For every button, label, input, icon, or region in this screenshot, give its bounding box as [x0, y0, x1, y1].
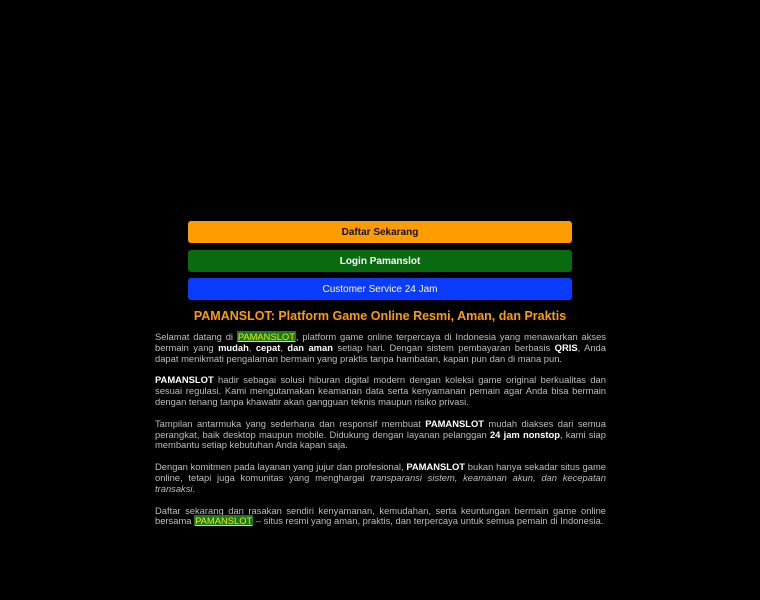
paragraph-3	[155, 419, 606, 451]
bold-text: cepat	[255, 341, 281, 353]
daftar-sekarang-button[interactable]: Daftar Sekarang	[188, 221, 572, 243]
text: Daftar sekarang dan rasakan sendiri kenyamanan, kemudahan, serta keuntungan bermain game online bersama	[155, 504, 606, 527]
bold-text: PAMANSLOT	[155, 374, 214, 386]
text: ,	[280, 341, 288, 353]
article-body	[155, 332, 606, 538]
page-title: PAMANSLOT: Platform Game Online Resmi, Aman, dan Praktis	[193, 309, 567, 323]
text: .	[192, 482, 196, 494]
text: , platform game online terpercaya di Indonesia yang menawarkan akses bermain yang	[155, 331, 606, 353]
paragraph-5	[155, 506, 606, 528]
bold-text: QRIS	[554, 341, 578, 353]
text: Dengan komitmen pada layanan yang jujur dan profesional,	[155, 461, 407, 473]
paragraph-2	[155, 375, 606, 407]
text: setiap hari. Dengan sistem pembayaran berbasis	[332, 341, 555, 353]
pamanslot-link[interactable]: PAMANSLOT	[237, 331, 295, 342]
text: ,	[248, 341, 256, 353]
bold-text: mudah	[218, 341, 249, 353]
paragraph-1	[155, 332, 606, 364]
customer-service-button[interactable]: Customer Service 24 Jam	[188, 278, 572, 300]
italic-text: transparansi sistem, keamanan akun, dan kecepatan transaksi	[155, 471, 606, 494]
bold-text: dan aman	[287, 341, 333, 353]
text: – situs resmi yang aman, praktis, dan terpercaya untuk semua pemain di Indonesia.	[253, 515, 604, 527]
bold-text: 24 jam nonstop	[489, 428, 560, 440]
text: Tampilan antarmuka yang sederhana dan responsif membuat	[155, 417, 426, 429]
bold-text: PAMANSLOT	[425, 417, 484, 429]
text: bukan hanya sekadar situs game online, tetapi juga komunitas yang menghargai	[155, 461, 606, 483]
text: , kami siap membantu setiap kebutuhan Anda kapan saja.	[155, 428, 606, 451]
login-button[interactable]: Login Pamanslot	[188, 250, 572, 272]
text: hadir sebagai solusi hiburan digital modern dengan koleksi game original berkualitas dan sesuai regulasi. Kami mengutamakan keamanan data serta kenyamanan pemain agar Anda bisa bermain dengan tenang tanpa khawatir akan gangguan teknis maupun risiko privasi.	[155, 374, 606, 407]
paragraph-4	[155, 462, 606, 494]
text: mudah diakses dari semua perangkat, baik desktop maupun mobile. Didukung dengan layanan pelanggan	[155, 417, 606, 440]
text: Selamat datang di	[155, 331, 237, 342]
bold-text: PAMANSLOT	[406, 461, 466, 473]
text: , Anda dapat menikmati pengalaman bermain yang praktis tanpa hambatan, kapan pun dan di mana pun.	[155, 341, 606, 364]
pamanslot-link[interactable]: PAMANSLOT	[195, 515, 253, 527]
